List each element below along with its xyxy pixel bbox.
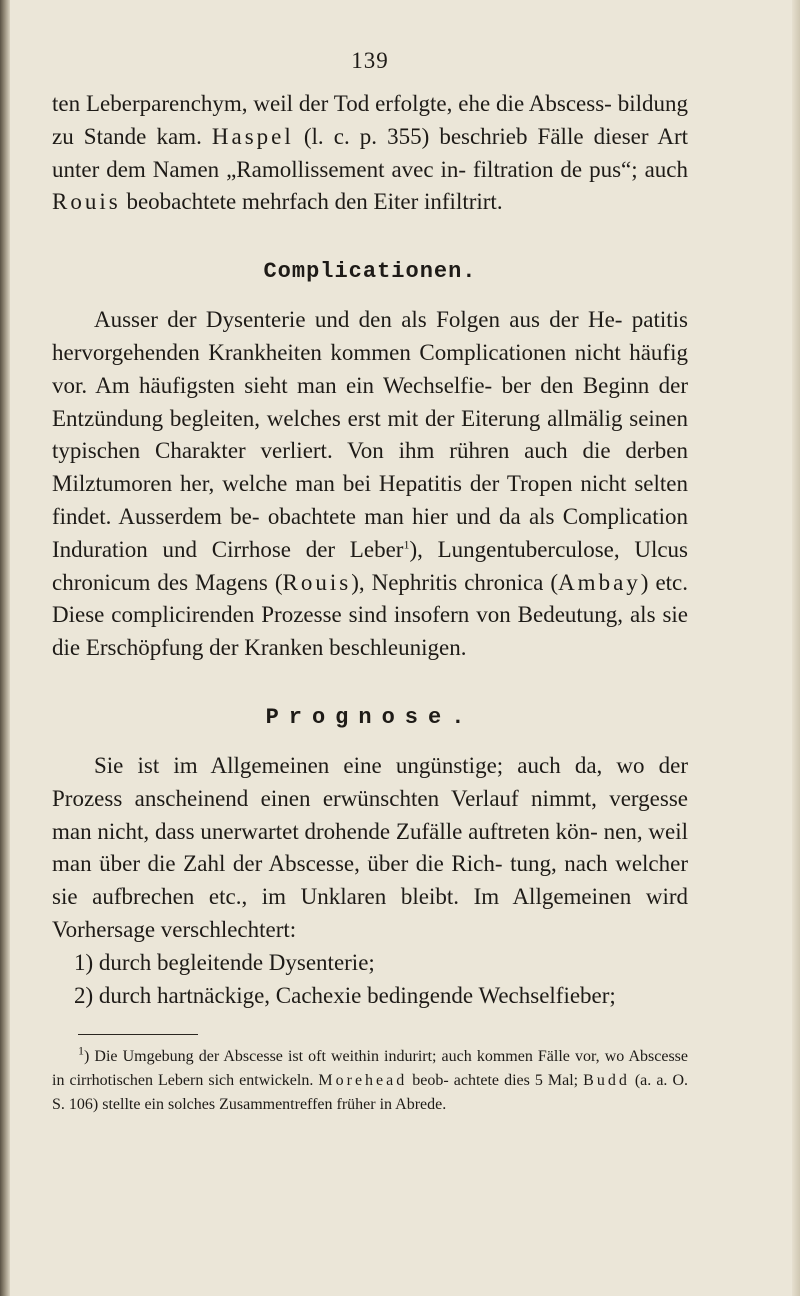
page-number: 139 <box>351 48 389 73</box>
paragraph-text: ) etc. Diese complicirenden Prozesse sind insofern von Bedeutung, als sie die Erschöpfung der Kranken beschleunigen. <box>52 569 689 661</box>
section-heading-prognosis: Prognose. <box>265 704 475 730</box>
paragraph-prognosis: Sie ist im Allgemeinen eine ungünstige; auch da, wo der Prozess anscheinend einen erwünschten Verlauf nimmt, vergesse man nicht, dass unerwartet drohende Zufälle auftreten kön- nen, weil man über die Zahl der Abscesse, über die Rich- tung, nach welcher sie aufbrechen etc., im Unklaren bleibt. Im Allgemeinen wird Vorhersage verschlechtert: <box>52 752 688 942</box>
footnote-marker: 1 <box>78 1044 84 1058</box>
book-page <box>52 48 688 1117</box>
author-name: Haspel <box>211 123 294 149</box>
author-name: Rouis <box>52 189 121 215</box>
footnote-divider <box>78 1034 198 1035</box>
author-name: Ambay <box>558 569 641 595</box>
section-heading-complications: Complicationen. <box>263 259 477 285</box>
paragraph-text: ten Leberparenchym, weil der Tod erfolgte, ehe die Abscess- bildung zu Stande kam. <box>52 91 688 149</box>
page-edge <box>792 0 800 1296</box>
footnote-text-part: (a. a. O. S. 106) stellte ein solches Zusammentreffen früher in Abrede. <box>52 1072 689 1114</box>
paragraph-text: (l. c. p. 355) beschrieb Fälle dieser Art unter dem Namen „Ramollissement avec in- filtration de pus“; auch <box>52 123 689 182</box>
footnote-text-part: ) Die Umgebung der Abscesse ist oft weithin indurirt; auch kommen Fälle vor, wo Abscesse in cirrhotischen Lebern sich entwickeln. <box>52 1048 688 1090</box>
list-item: 1) durch begleitende Dysenterie; <box>74 949 375 975</box>
paragraph-text: ), Nephritis chronica ( <box>351 569 559 595</box>
paragraph-text: Ausser der Dysenterie und den als Folgen aus der He- patitis hervorgehenden Krankheiten kommen Complicationen nicht häufig vor. Am häufigsten sieht man ein Wechselfie- ber den Beginn der Entzündung begleiten, welches erst mit der Eiterung allmälig seinen typischen Charakter verliert. Von ihm rühren auch die derben Milztumoren her, welche man bei Hepatitis der Tropen nicht selten findet. Ausserdem be- obachtete man hier und da als Complication Induration und Cirrhose der Leber <box>52 307 688 562</box>
paragraph-text: ), Lungentuberculose, Ulcus chronicum des Magens ( <box>52 536 688 595</box>
paragraph-liver-abscess <box>52 88 688 219</box>
author-name: Rouis <box>282 569 352 595</box>
list-item: 2) durch hartnäckige, Cachexie bedingende Wechselfieber; <box>74 982 616 1008</box>
book-spine-edge <box>0 0 10 1296</box>
paragraph-complications <box>52 304 688 665</box>
footnote-text-part: beob- achtete dies 5 Mal; <box>407 1072 584 1090</box>
footnote-reference: 1 <box>403 537 410 552</box>
author-name: Morehead <box>318 1072 408 1090</box>
paragraph-text: beobachtete mehrfach den Eiter infiltrirt. <box>120 189 503 215</box>
author-name: Budd <box>583 1072 630 1090</box>
footnote-text <box>52 1045 688 1117</box>
footnote <box>52 1045 688 1117</box>
